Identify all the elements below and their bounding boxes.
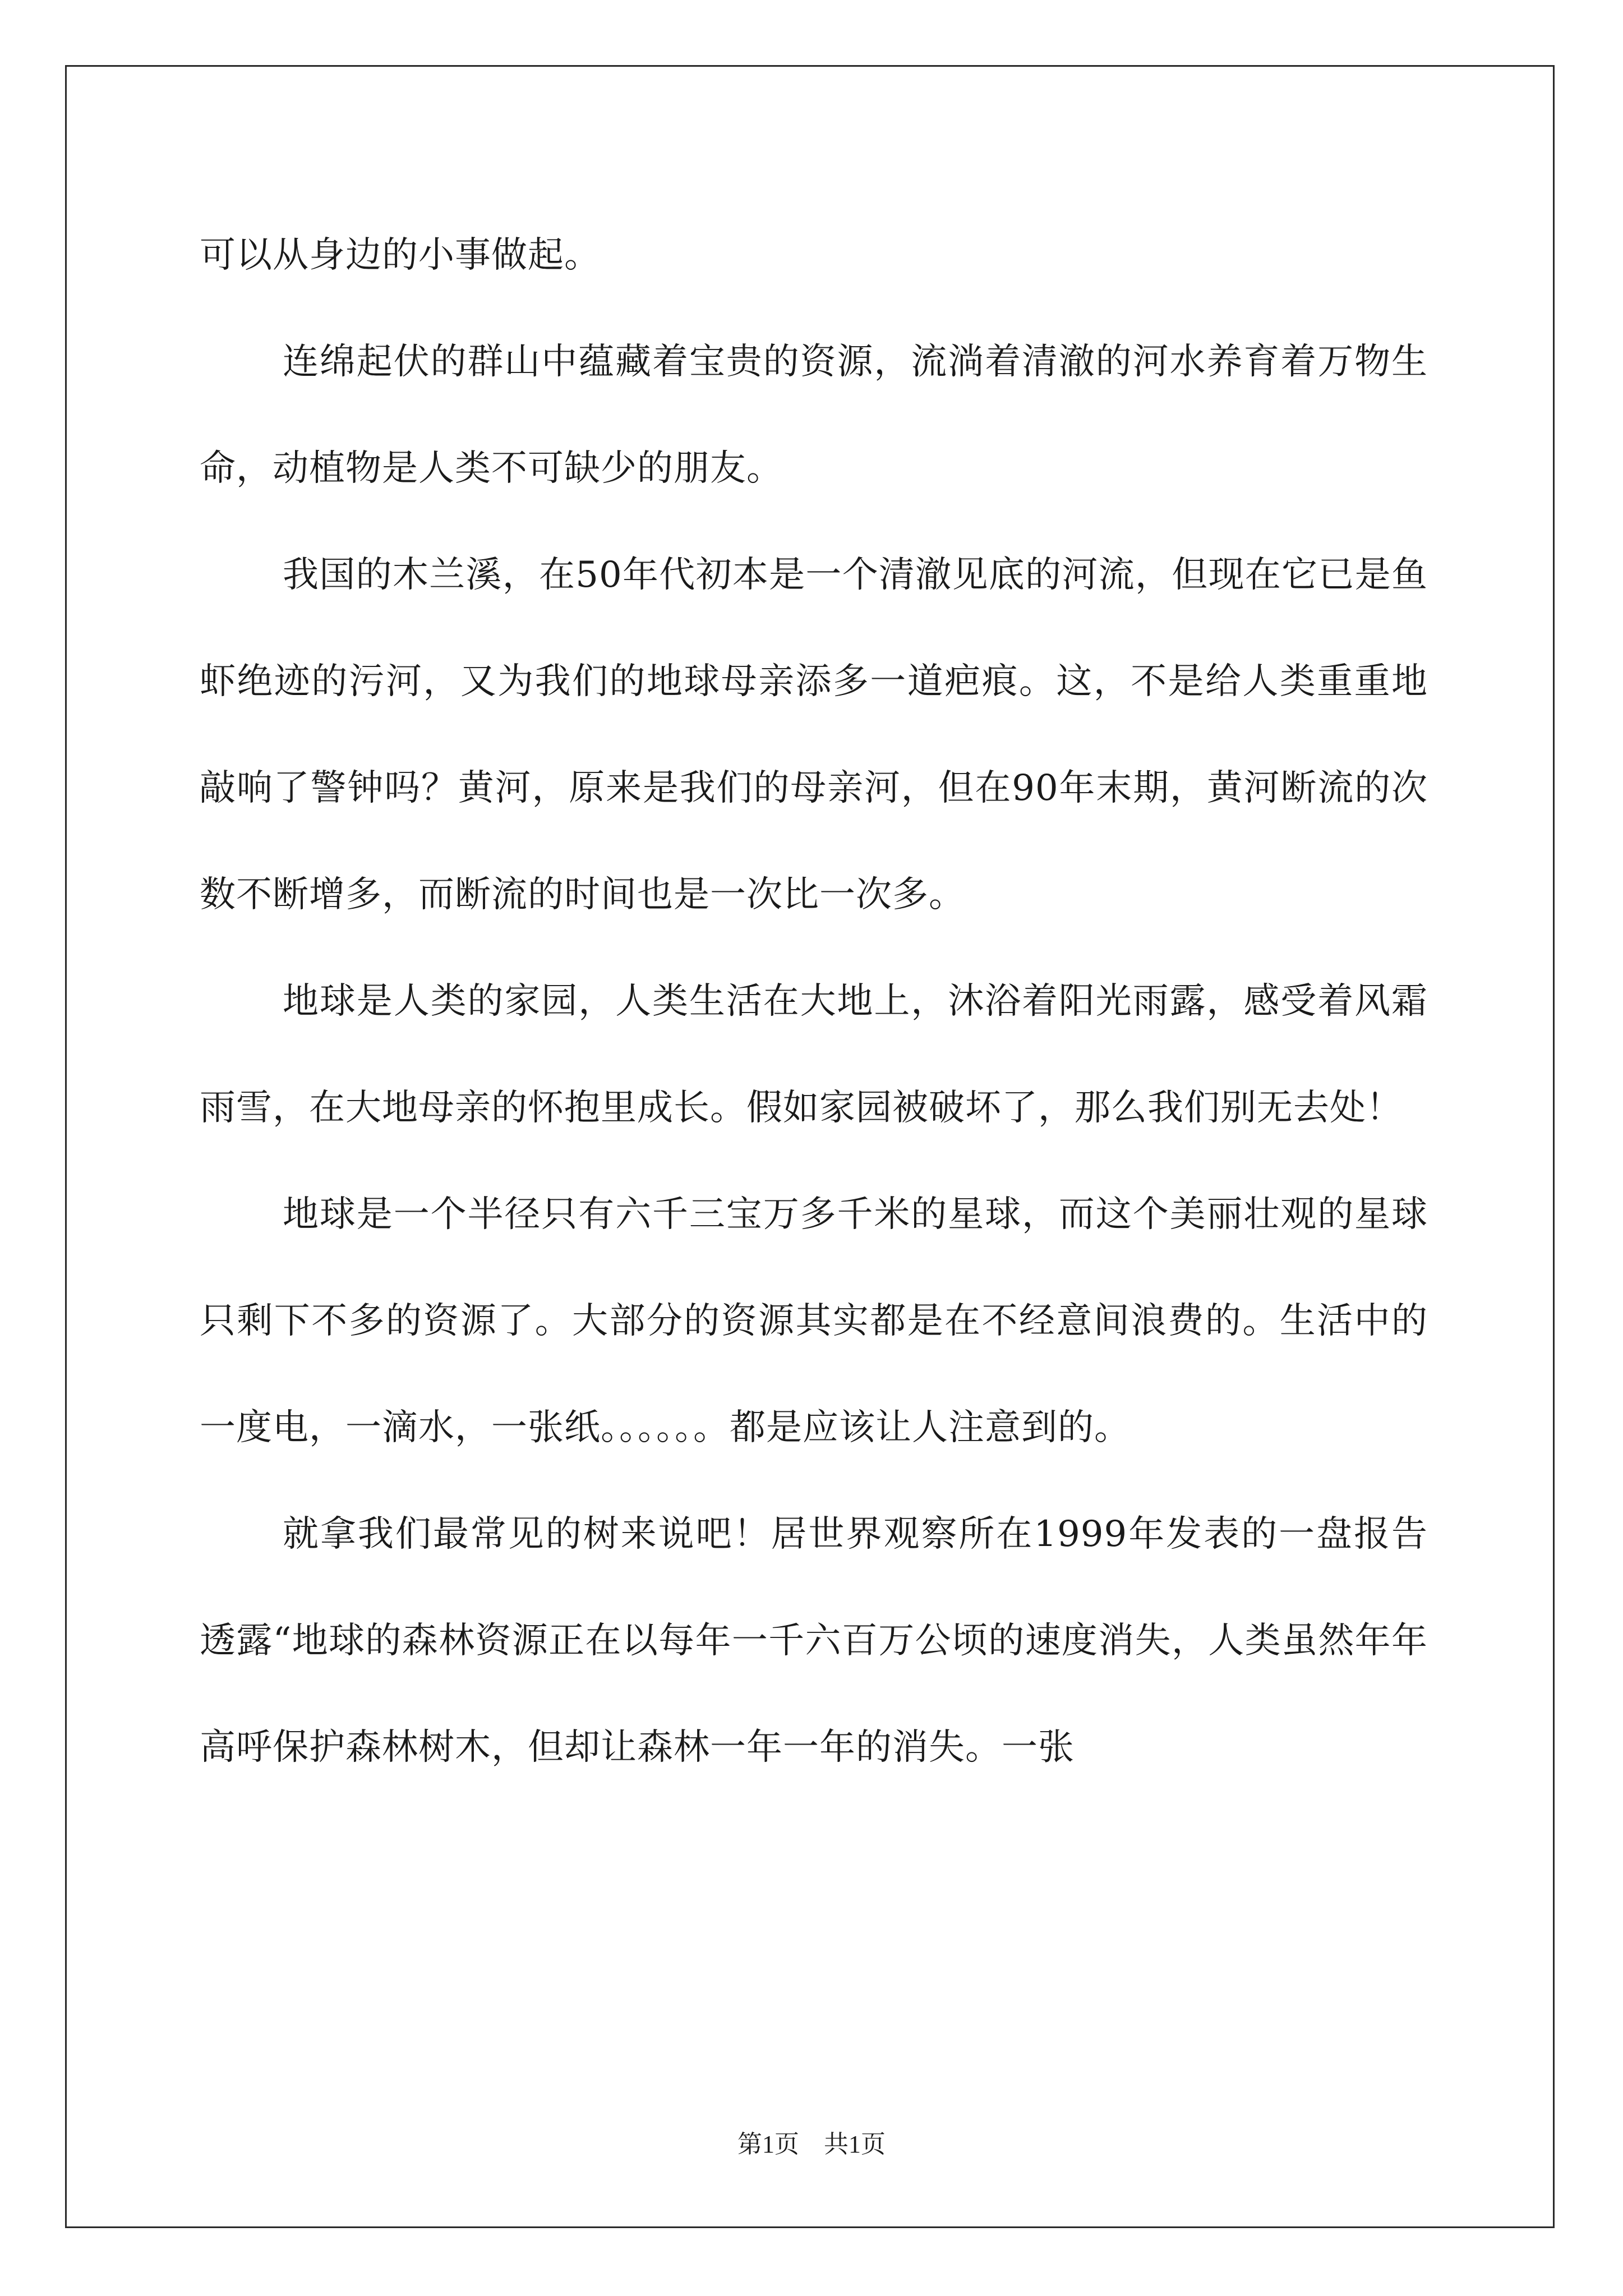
paragraph-4: 地球是人类的家园，人类生活在大地上，沐浴着阳光雨露，感受着风霜雨雪，在大地母亲的怀抱里成长。假如家园被破坏了，那么我们别无去处！ — [200, 981, 1428, 1129]
paragraph-2: 连绵起伏的群山中蕴藏着宝贵的资源，流淌着清澈的河水养育着万物生命，动植物是人类不可缺少的朋友。 — [200, 341, 1428, 489]
paragraph-5: 地球是一个半径只有六千三宝万多千米的星球，而这个美丽壮观的星球只剩下不多的资源了。大部分的资源其实都是在不经意间浪费的。生活中的一度电，一滴水，一张纸。。。。。。都是应该让人注意到的。 — [200, 1194, 1428, 1448]
document-body — [200, 202, 1428, 1801]
page-footer: 第1页 共1页 — [737, 2131, 886, 2158]
paragraph-6: 就拿我们最常见的树来说吧！居世界观察所在1999年发表的一盘报告透露“地球的森林资源正在以每年一千六百万公顷的速度消失，人类虽然年年高呼保护森林树木，但却让森林一年一年的消失。一张 — [200, 1513, 1428, 1768]
paragraph-1: 可以从身边的小事做起。 — [200, 234, 601, 276]
paragraph-3: 我国的木兰溪，在50年代初本是一个清澈见底的河流，但现在它已是鱼虾绝迹的污河，又为我们的地球母亲添多一道疤痕。这，不是给人类重重地敲响了警钟吗？黄河，原来是我们的母亲河，但在90年末期，黄河断流的次数不断增多，而断流的时间也是一次比一次多。 — [200, 554, 1428, 915]
